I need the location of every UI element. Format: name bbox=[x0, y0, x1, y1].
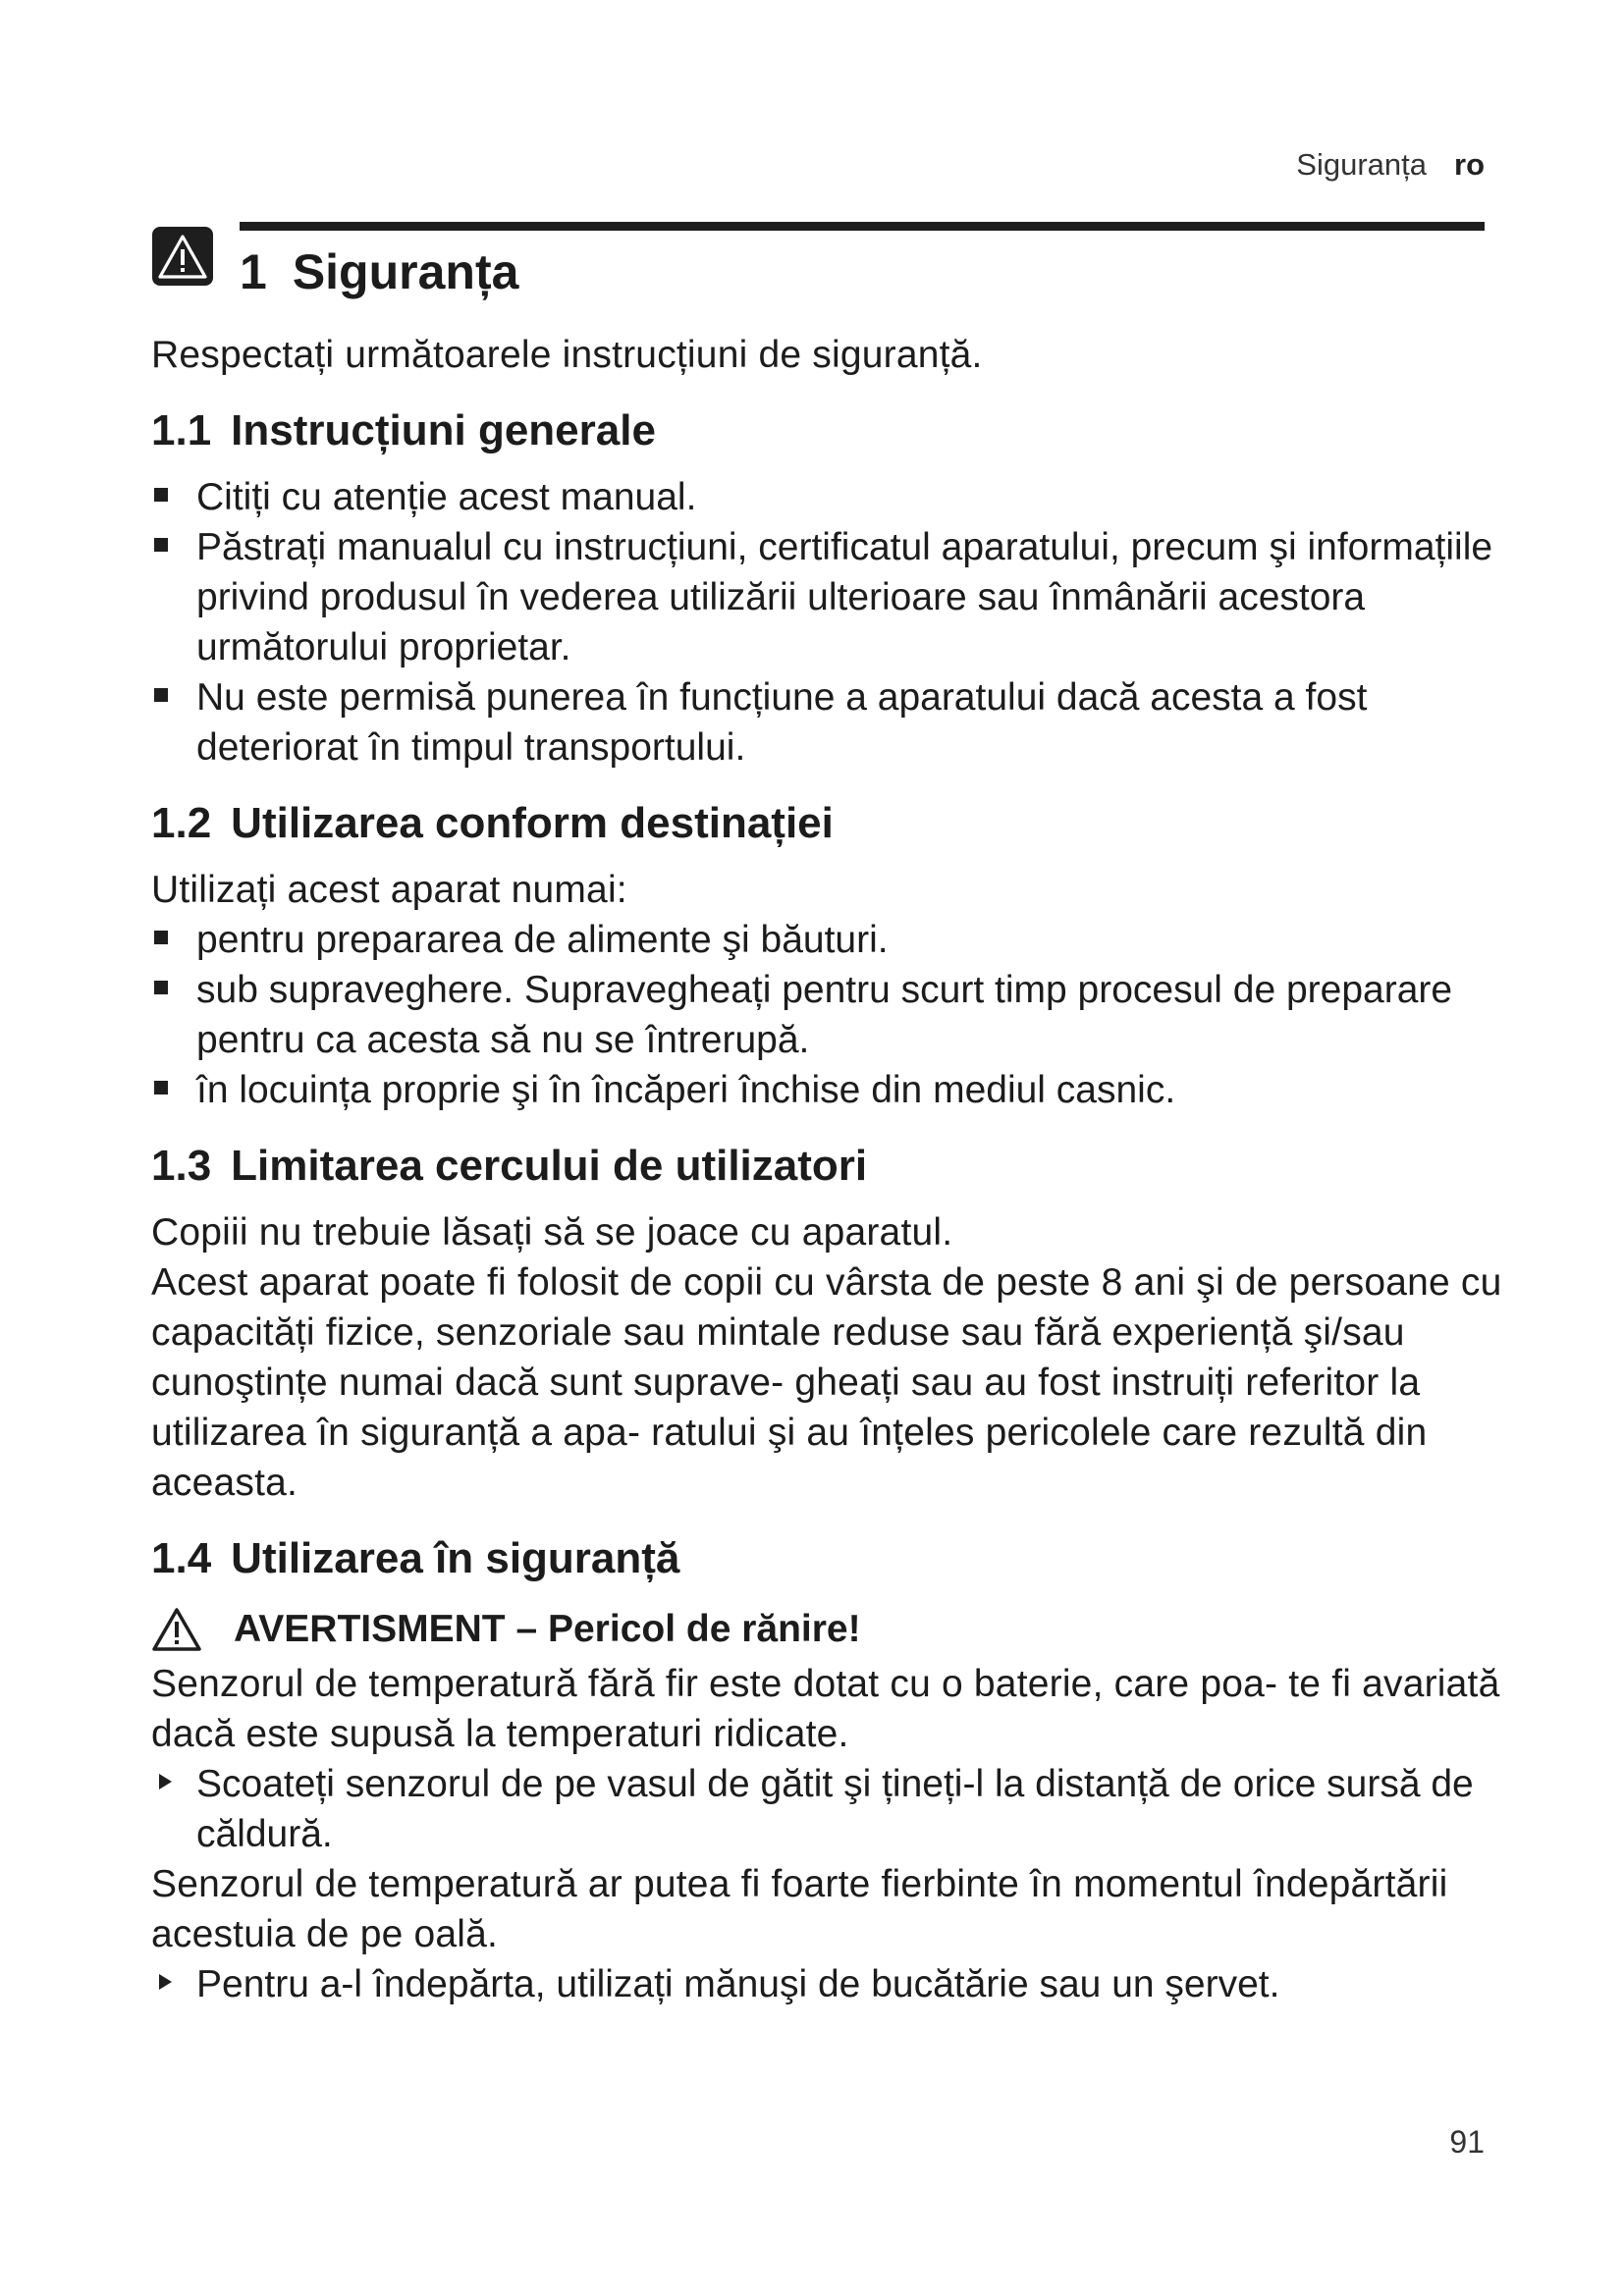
warning-icon bbox=[151, 226, 214, 287]
intended-use-intro: Utilizați acest aparat numai: bbox=[151, 869, 627, 911]
section-number: 1.2 bbox=[151, 799, 212, 847]
safe-use-text-2: Senzorul de temperatură ar putea fi foarte fierbinte în momentul îndepărtării acestuia de pe oală. bbox=[151, 1863, 1448, 1955]
list-item bbox=[151, 915, 1506, 965]
safe-use-steps-1 bbox=[151, 1759, 1506, 1859]
section-title: Utilizarea conform destinației bbox=[231, 799, 834, 847]
safe-use-text-1: Senzorul de temperatură fără fir este dotat cu o baterie, care poa- te fi avariată dacă este supusă la temperaturi ridicate. bbox=[151, 1663, 1500, 1755]
list-item bbox=[151, 1065, 1506, 1115]
step-text: Scoateți senzorul de pe vasul de gătit şi țineți-l la distanță de orice sursă de căldură. bbox=[196, 1763, 1474, 1855]
warning-heading bbox=[151, 1600, 1506, 1659]
section-heading-1-3 bbox=[151, 1137, 1506, 1196]
list-item-text: Nu este permisă punerea în funcțiune a aparatului dacă acesta a fost deteriorat în timpul transportului. bbox=[196, 676, 1368, 769]
user-restriction-text-1: Copiii nu trebuie lăsați să se joace cu aparatul. bbox=[151, 1211, 953, 1254]
bullet-square-icon bbox=[154, 688, 168, 702]
running-header bbox=[1296, 147, 1485, 183]
warning-triangle-icon bbox=[151, 1607, 202, 1652]
step-item bbox=[151, 1959, 1506, 2009]
list-item bbox=[151, 472, 1506, 522]
chapter-rule bbox=[240, 222, 1485, 231]
warning-text: AVERTISMENT – Pericol de rănire! bbox=[234, 1608, 861, 1650]
page-content bbox=[151, 330, 1506, 2009]
bullet-square-icon bbox=[154, 981, 168, 994]
bullet-square-icon bbox=[154, 538, 168, 552]
section-number: 1.4 bbox=[151, 1534, 212, 1582]
list-item bbox=[151, 965, 1506, 1065]
list-item-text: pentru prepararea de alimente şi băuturi. bbox=[196, 919, 889, 961]
list-item bbox=[151, 522, 1506, 672]
section-number: 1.3 bbox=[151, 1142, 212, 1190]
user-restriction-text-2: Acest aparat poate fi folosit de copii cu vârsta de peste 8 ani şi de persoane cu capacități fizice, senzoriale sau mintale reduse sau fără experiență şi/sau cunoştințe numai dacă sunt suprave- gheați sau au fost instruiți referitor la utilizarea în siguranță a apa- ratului şi au înțeles pericolele care rezultă din aceasta. bbox=[151, 1261, 1502, 1504]
page-number: 91 bbox=[1449, 2124, 1485, 2160]
section-number: 1.1 bbox=[151, 406, 212, 454]
chapter-title bbox=[240, 240, 518, 304]
section-heading-1-1 bbox=[151, 401, 1506, 460]
list-item bbox=[151, 672, 1506, 773]
step-item bbox=[151, 1759, 1506, 1859]
section-title: Instrucțiuni generale bbox=[231, 406, 656, 454]
chapter-title-text: Siguranța bbox=[292, 244, 519, 299]
section-title: Utilizarea în siguranță bbox=[231, 1534, 680, 1582]
language-code: ro bbox=[1454, 147, 1485, 182]
intro-text: Respectați următoarele instrucțiuni de siguranță. bbox=[151, 334, 983, 376]
bullet-square-icon bbox=[154, 931, 168, 944]
step-arrow-icon bbox=[159, 1974, 172, 1990]
section-heading-1-4 bbox=[151, 1529, 1506, 1588]
list-item-text: Citiți cu atenție acest manual. bbox=[196, 476, 697, 518]
list-item-text: sub supraveghere. Supravegheați pentru scurt timp procesul de preparare pentru ca acesta să nu se întrerupă. bbox=[196, 969, 1453, 1061]
general-instructions-list bbox=[151, 472, 1506, 773]
section-heading-1-2 bbox=[151, 794, 1506, 853]
intended-use-list bbox=[151, 915, 1506, 1115]
running-header-section: Siguranța bbox=[1296, 147, 1427, 182]
step-arrow-icon bbox=[159, 1774, 172, 1789]
chapter-number: 1 bbox=[240, 244, 267, 299]
list-item-text: Păstrați manualul cu instrucțiuni, certificatul aparatului, precum şi informațiile privind produsul în vederea utilizării ulterioare sau înmânării acestora următorului proprietar. bbox=[196, 526, 1493, 668]
list-item-text: în locuința proprie şi în încăperi închise din mediul casnic. bbox=[196, 1069, 1176, 1111]
section-title: Limitarea cercului de utilizatori bbox=[231, 1142, 868, 1190]
bullet-square-icon bbox=[154, 488, 168, 502]
step-text: Pentru a-l îndepărta, utilizați mănuşi de bucătărie sau un şervet. bbox=[196, 1963, 1280, 2005]
safe-use-steps-2 bbox=[151, 1959, 1506, 2009]
bullet-square-icon bbox=[154, 1081, 168, 1095]
